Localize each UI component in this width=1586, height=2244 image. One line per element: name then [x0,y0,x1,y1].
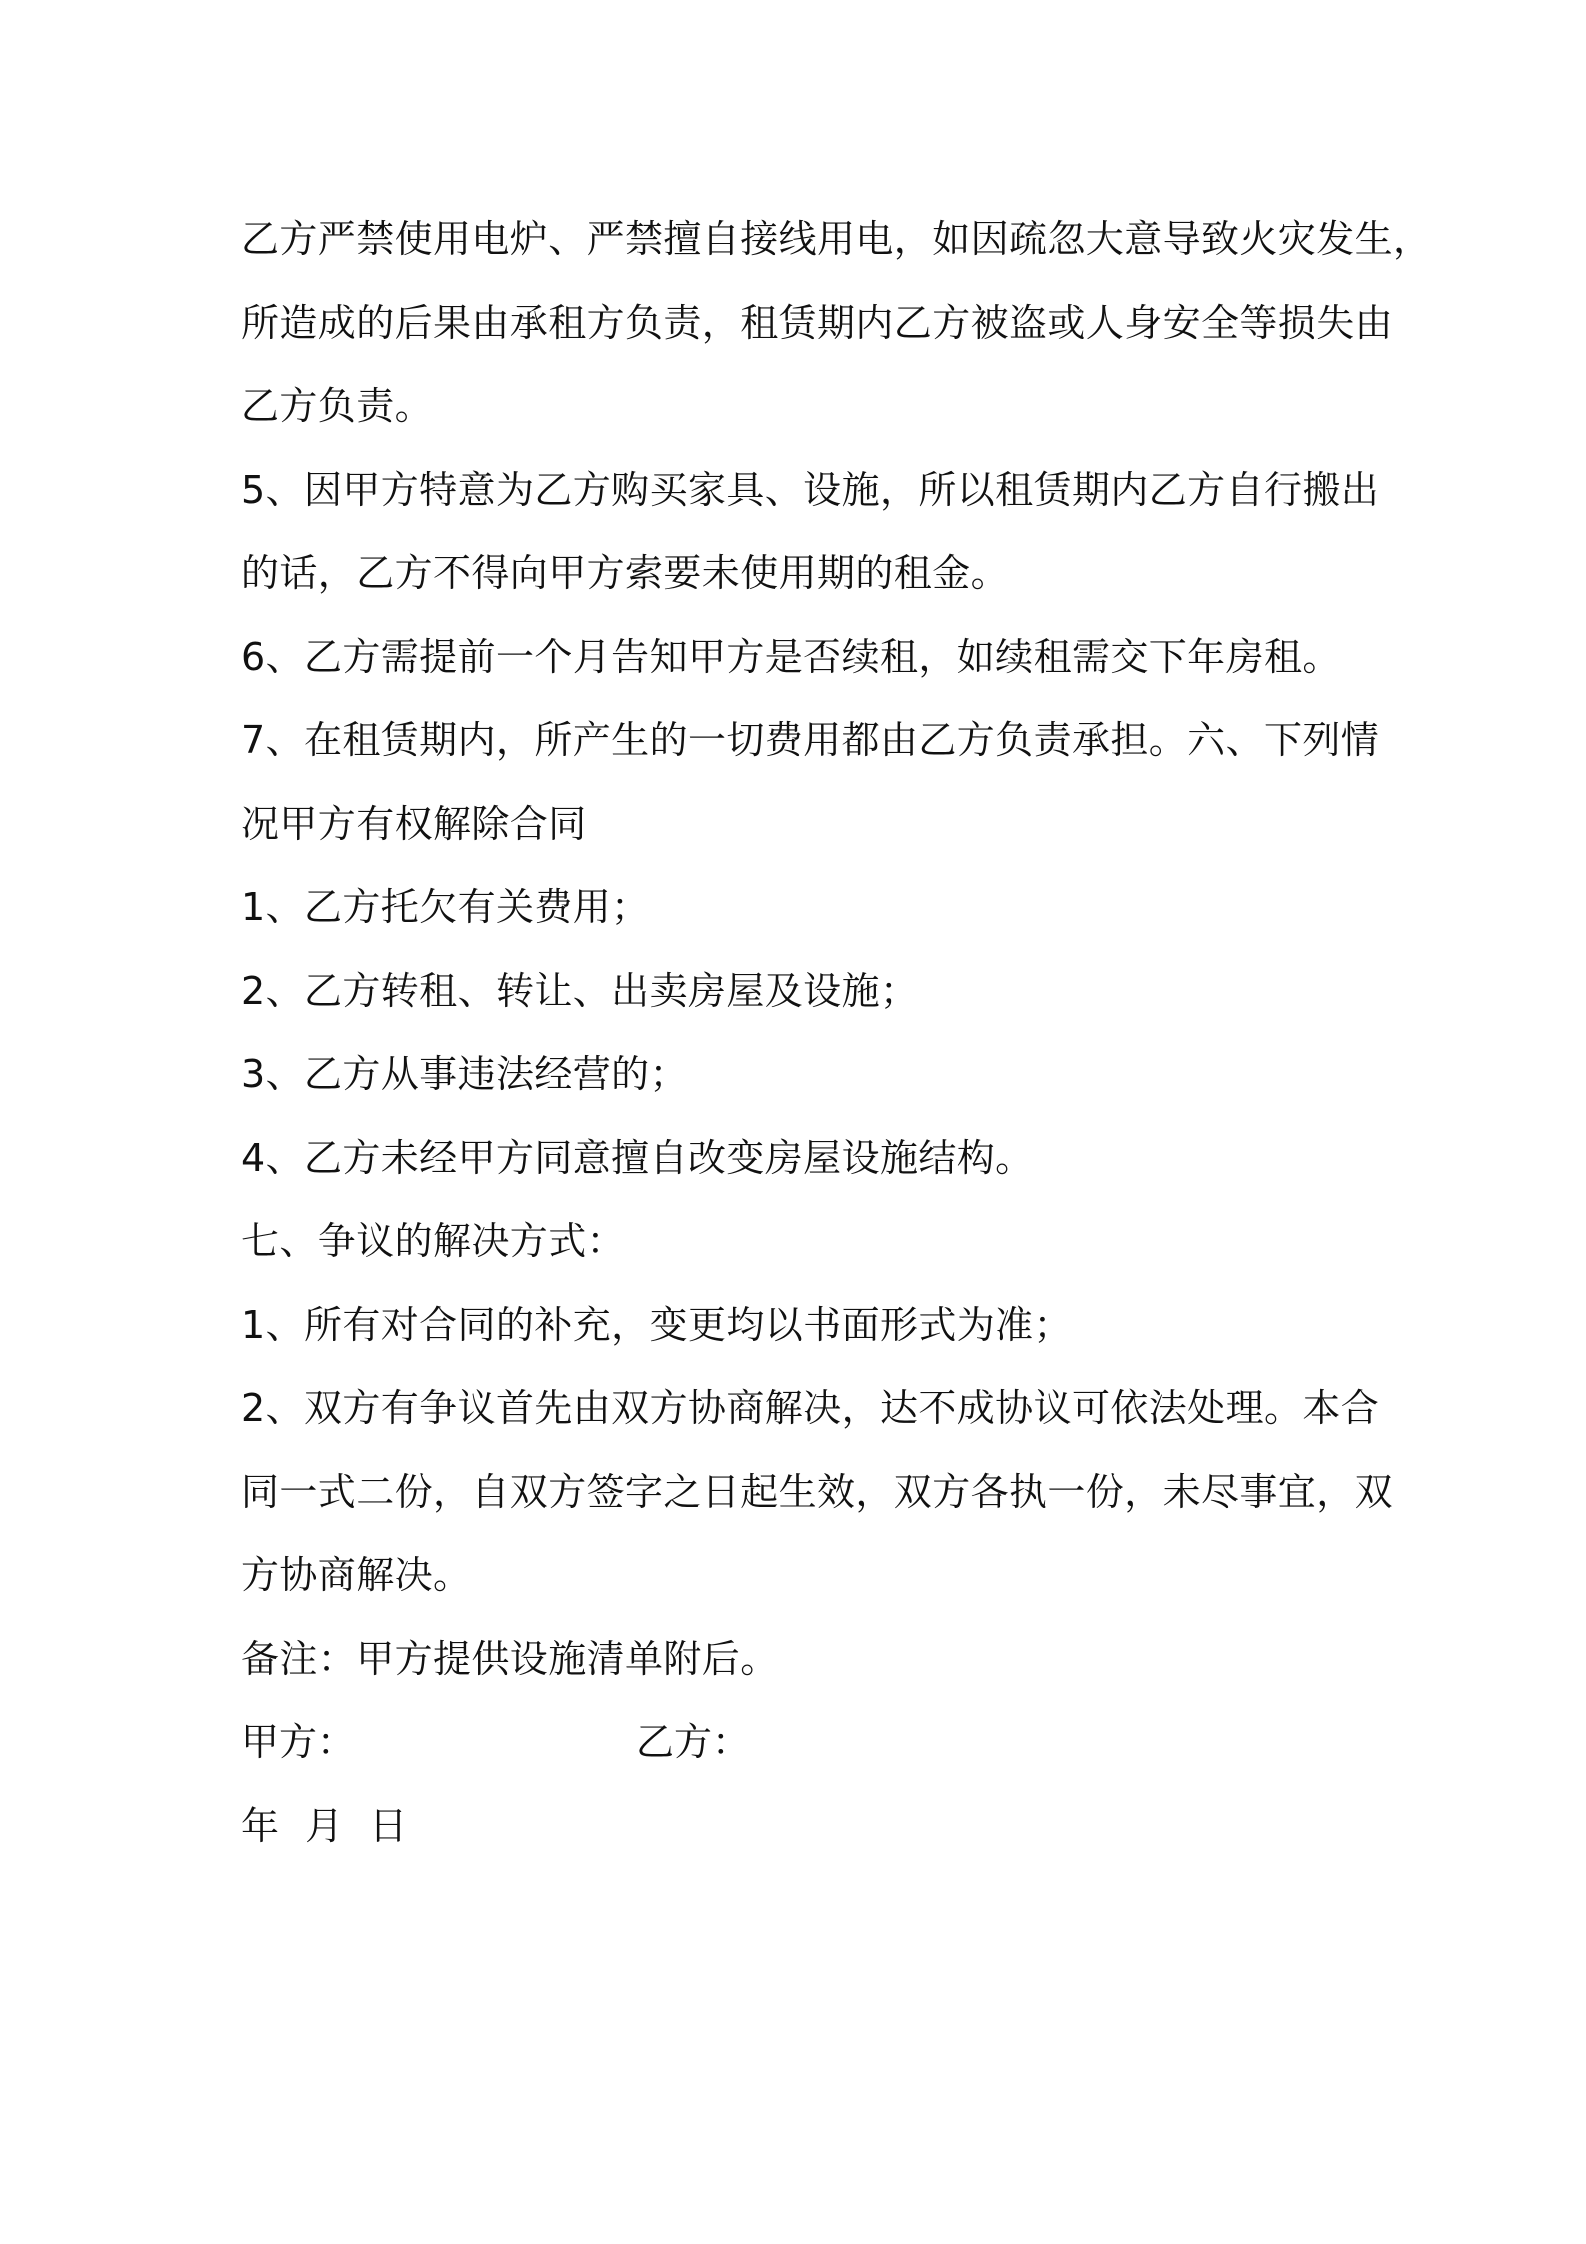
text-line: 况甲方有权解除合同 [241,801,587,846]
text-line: 乙方严禁使用电炉、严禁擅自接线用电，如因疏忽大意导致火灾发生， [241,217,1432,261]
dispute-item-1: 1、所有对合同的补充，变更均以书面形式为准； [241,1302,1072,1347]
dispute-item-2: 2、双方有争议首先由双方协商解决，达不成协议可依法处理。本合 [241,1386,1380,1430]
date-year: 年 [241,1803,280,1848]
text-line: 所造成的后果由承租方负责，租赁期内乙方被盗或人身安全等损失由 [241,300,1394,345]
text-line: 同一式二份，自双方签字之日起生效，双方各执一份，未尽事宜，双 [241,1469,1394,1514]
date-row [241,1785,1361,1869]
termination-item-3: 3、乙方从事违法经营的； [241,1052,688,1096]
clause-6-line: 6、乙方需提前一个月告知甲方是否续租，如续租需交下年房租。 [241,634,1341,679]
signature-row [241,1701,1361,1785]
text-line: 乙方负责。 [241,384,434,428]
text-line: 方协商解决。 [241,1553,472,1597]
party-a-label: 甲方： [241,1720,356,1764]
date-day: 日 [369,1803,408,1848]
document-body [241,198,1432,1868]
text-line: 的话，乙方不得向甲方索要未使用期的租金。 [241,551,1010,595]
termination-item-4: 4、乙方未经甲方同意擅自改变房屋设施结构。 [241,1135,1034,1180]
termination-item-1: 1、乙方托欠有关费用； [241,885,650,929]
clause-7-line: 7、在租赁期内，所产生的一切费用都由乙方负责承担。六、下列情 [241,718,1380,762]
party-b-label: 乙方： [636,1720,751,1764]
termination-item-2: 2、乙方转租、转让、出卖房屋及设施； [241,968,919,1013]
clause-5-line: 5、因甲方特意为乙方购买家具、设施，所以租赁期内乙方自行搬出 [241,467,1380,512]
date-month: 月 [305,1803,344,1848]
section-heading-dispute: 七、争议的解决方式： [241,1219,626,1263]
remark-line: 备注：甲方提供设施清单附后。 [241,1636,779,1681]
